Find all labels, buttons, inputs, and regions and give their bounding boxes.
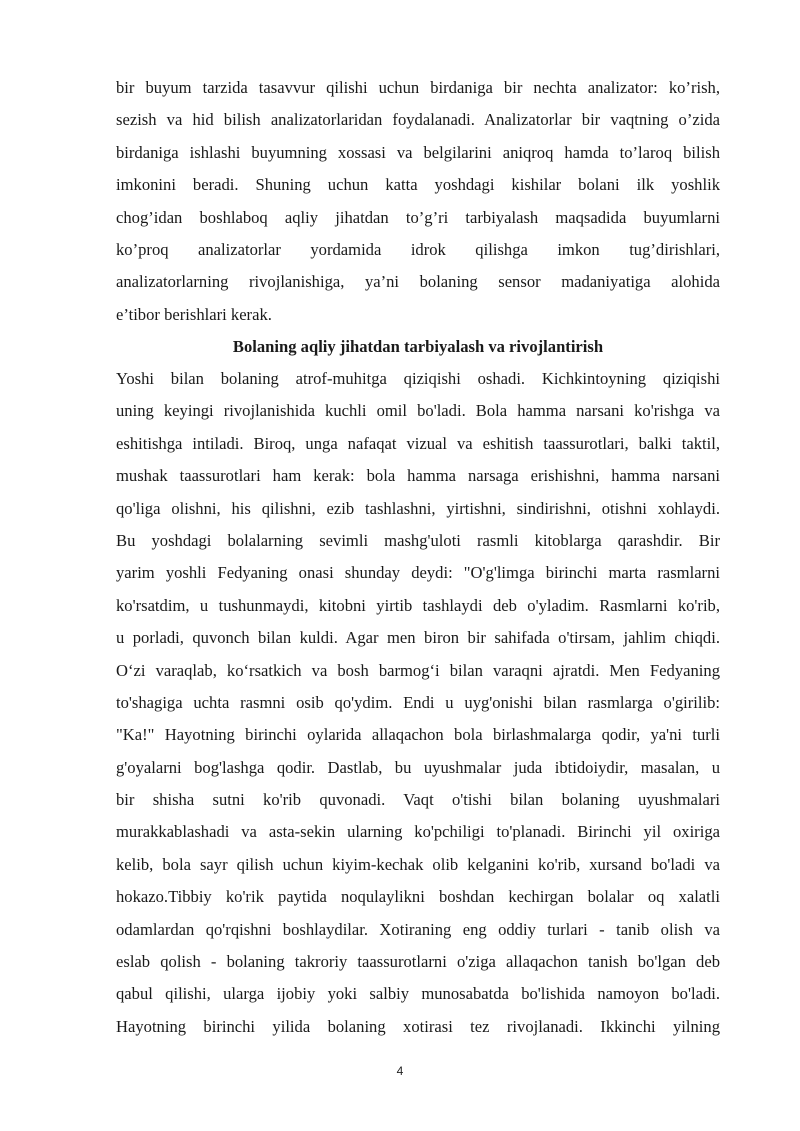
text-line: hokazo.Tibbiy ko'rik paytida noqulaylikni boshdan kechirgan bolalar oq xalatli: [116, 887, 720, 907]
text-line: uning keyingi rivojlanishida kuchli omil bo'ladi. Bola hamma narsani ko'rishga va: [116, 401, 720, 421]
text-line: ko’proq analizatorlar yordamida idrok qilishga imkon tug’dirishlari,: [116, 239, 720, 259]
text-line: mushak taassurotlari ham kerak: bola hamma narsaga erishishni, hamma narsani: [116, 466, 720, 486]
text-line: Bu yoshdagi bolalarning sevimli mashg'uloti rasmli kitoblarga qarashdir. Bir: [116, 530, 720, 550]
paragraph-intro: [116, 72, 720, 331]
text-line: qo'liga olishni, his qilishni, ezib tashlashni, yirtishni, sindirishni, otishni xohlaydi.: [116, 498, 720, 518]
text-line: Hayotning birinchi yilida bolaning xotirasi tez rivojlanadi. Ikkinchi yilning: [116, 1016, 720, 1036]
text-line: sezish va hid bilish analizatorlaridan foydalanadi. Analizatorlar bir vaqtning o’zida: [116, 110, 720, 130]
paragraph-main: [116, 363, 720, 1043]
text-line: to'shagiga uchta rasmni osib qo'ydim. Endi u uyg'onishi bilan rasmlarga o'girilib:: [116, 692, 720, 712]
text-line: odamlardan qo'rqishni boshlaydilar. Xotiraning eng oddiy turlari - tanib olish va: [116, 919, 720, 939]
text-line: imkonini beradi. Shuning uchun katta yoshdagi kishilar bolani ilk yoshlik: [116, 175, 720, 195]
text-line: "Ka!" Hayotning birinchi oylarida allaqachon bola birlashmalarga qodir, ya'ni turli: [116, 725, 720, 745]
text-line: kelib, bola sayr qilish uchun kiyim-kechak olib kelganini ko'rib, xursand bo'ladi va: [116, 854, 720, 874]
text-line: eslab qolish - bolaning takroriy taassurotlarni o'ziga allaqachon tanish bo'lgan deb: [116, 952, 720, 972]
section-heading: Bolaning aqliy jihatdan tarbiyalash va rivojlantirish: [232, 337, 604, 356]
text-line: bir shisha sutni ko'rib quvonadi. Vaqt o'tishi bilan bolaning uyushmalari: [116, 790, 720, 810]
text-line: analizatorlarning rivojlanishiga, ya’ni bolaning sensor madaniyatiga alohida: [116, 272, 720, 292]
text-line: e’tibor berishlari kerak.: [116, 304, 272, 324]
text-line: ko'rsatdim, u tushunmaydi, kitobni yirtib tashlaydi deb o'yladim. Rasmlarni ko'rib,: [116, 595, 720, 615]
page-number: 4: [396, 1064, 404, 1078]
text-line: O‘zi varaqlab, ko‘rsatkich va bosh barmog‘i bilan varaqni ajratdi. Men Fedyaning: [116, 660, 720, 680]
text-line: Yoshi bilan bolaning atrof-muhitga qiziqishi oshadi. Kichkintoyning qiziqishi: [116, 369, 720, 388]
text-line: g'oyalarni bog'lashga qodir. Dastlab, bu uyushmalar juda ibtidoiydir, masalan, u: [116, 757, 720, 777]
text-line: yarim yoshli Fedyaning onasi shunday deydi: "O'g'limga birinchi marta rasmlarni: [116, 563, 720, 583]
text-line: murakkablashadi va asta-sekin ularning ko'pchiligi to'planadi. Birinchi yil oxiriga: [116, 822, 720, 842]
text-line: bir buyum tarzida tasavvur qilishi uchun birdaniga bir nechta analizator: ko’rish,: [116, 78, 720, 97]
text-line: chog’idan boshlaboq aqliy jihatdan to’g’ri tarbiyalash maqsadida buyumlarni: [116, 207, 720, 227]
text-line: u porladi, quvonch bilan kuldi. Agar men biron bir sahifada o'tirsam, jahlim chiqdi.: [116, 628, 720, 648]
text-line: eshitishga intiladi. Biroq, unga nafaqat vizual va eshitish taassurotlari, balki taktil,: [116, 433, 720, 453]
text-line: qabul qilishi, ularga ijobiy yoki salbiy munosabatda bo'lishida namoyon bo'ladi.: [116, 984, 720, 1004]
text-line: birdaniga ishlashi buyumning xossasi va belgilarini aniqroq hamda to’laroq bilish: [116, 142, 720, 162]
